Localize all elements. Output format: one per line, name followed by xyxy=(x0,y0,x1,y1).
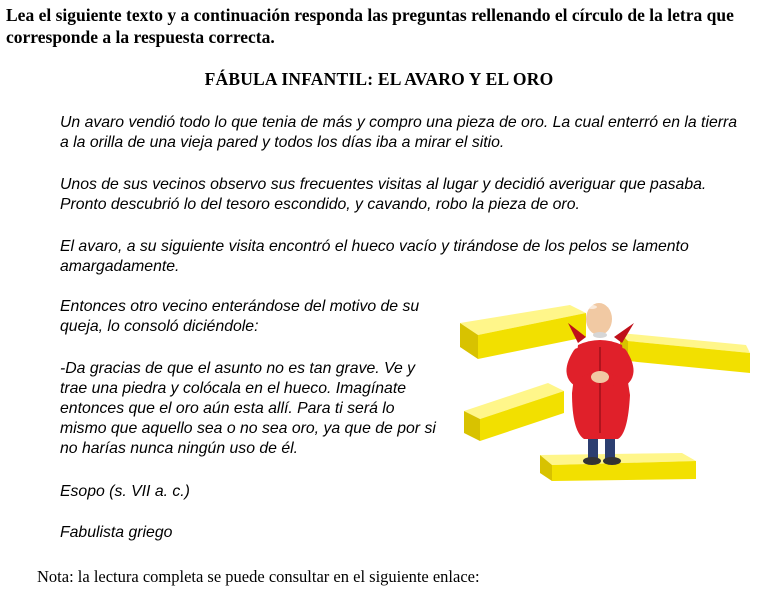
gold-bar-right xyxy=(620,333,750,373)
fable-author-role: Fabulista griego xyxy=(60,524,173,541)
gold-bar-middle-left xyxy=(464,383,564,441)
fable-paragraph-4: Entonces otro vecino enterándose del motivo de su queja, lo consoló diciéndole: xyxy=(60,298,420,335)
fable-paragraph-5: -Da gracias de que el asunto no es tan grave. Ve y trae una piedra y colócala en el hueco. Imagínate entonces que el oro aún esta allí. Para ti será lo mismo que aquello sea o no sea oro, ya que de por si no harías nunca ningún uso de él. xyxy=(60,360,436,457)
instructions-text: Lea el siguiente texto y a continuación responda las preguntas rellenando el círculo de la letra que corresponde a la respuesta correcta. xyxy=(6,5,734,47)
fable-author: Esopo (s. VII a. c.) xyxy=(60,483,190,500)
gold-bar-bottom xyxy=(540,453,696,481)
gold-bar-top-left xyxy=(460,305,586,359)
miser-gold-illustration xyxy=(460,283,750,493)
fable-paragraph-2: Unos de sus vecinos observo sus frecuentes visitas al lugar y decidió averiguar que pasaba. Pronto descubrió lo del tesoro escondido, y cavando, robo la pieza de oro. xyxy=(60,176,707,213)
note-text: Nota: la lectura completa se puede consultar en el siguiente enlace: xyxy=(37,567,480,586)
fable-title: FÁBULA INFANTIL: EL AVARO Y EL ORO xyxy=(204,69,554,89)
fable-paragraph-3: El avaro, a su siguiente visita encontró el hueco vacío y tirándose de los pelos se lamento amargadamente. xyxy=(60,238,689,275)
fable-paragraph-1: Un avaro vendió todo lo que tenia de más y compro una pieza de oro. La cual enterró en la tierra a la orilla de una vieja pared y todos los días iba a mirar el sitio. xyxy=(60,114,738,151)
